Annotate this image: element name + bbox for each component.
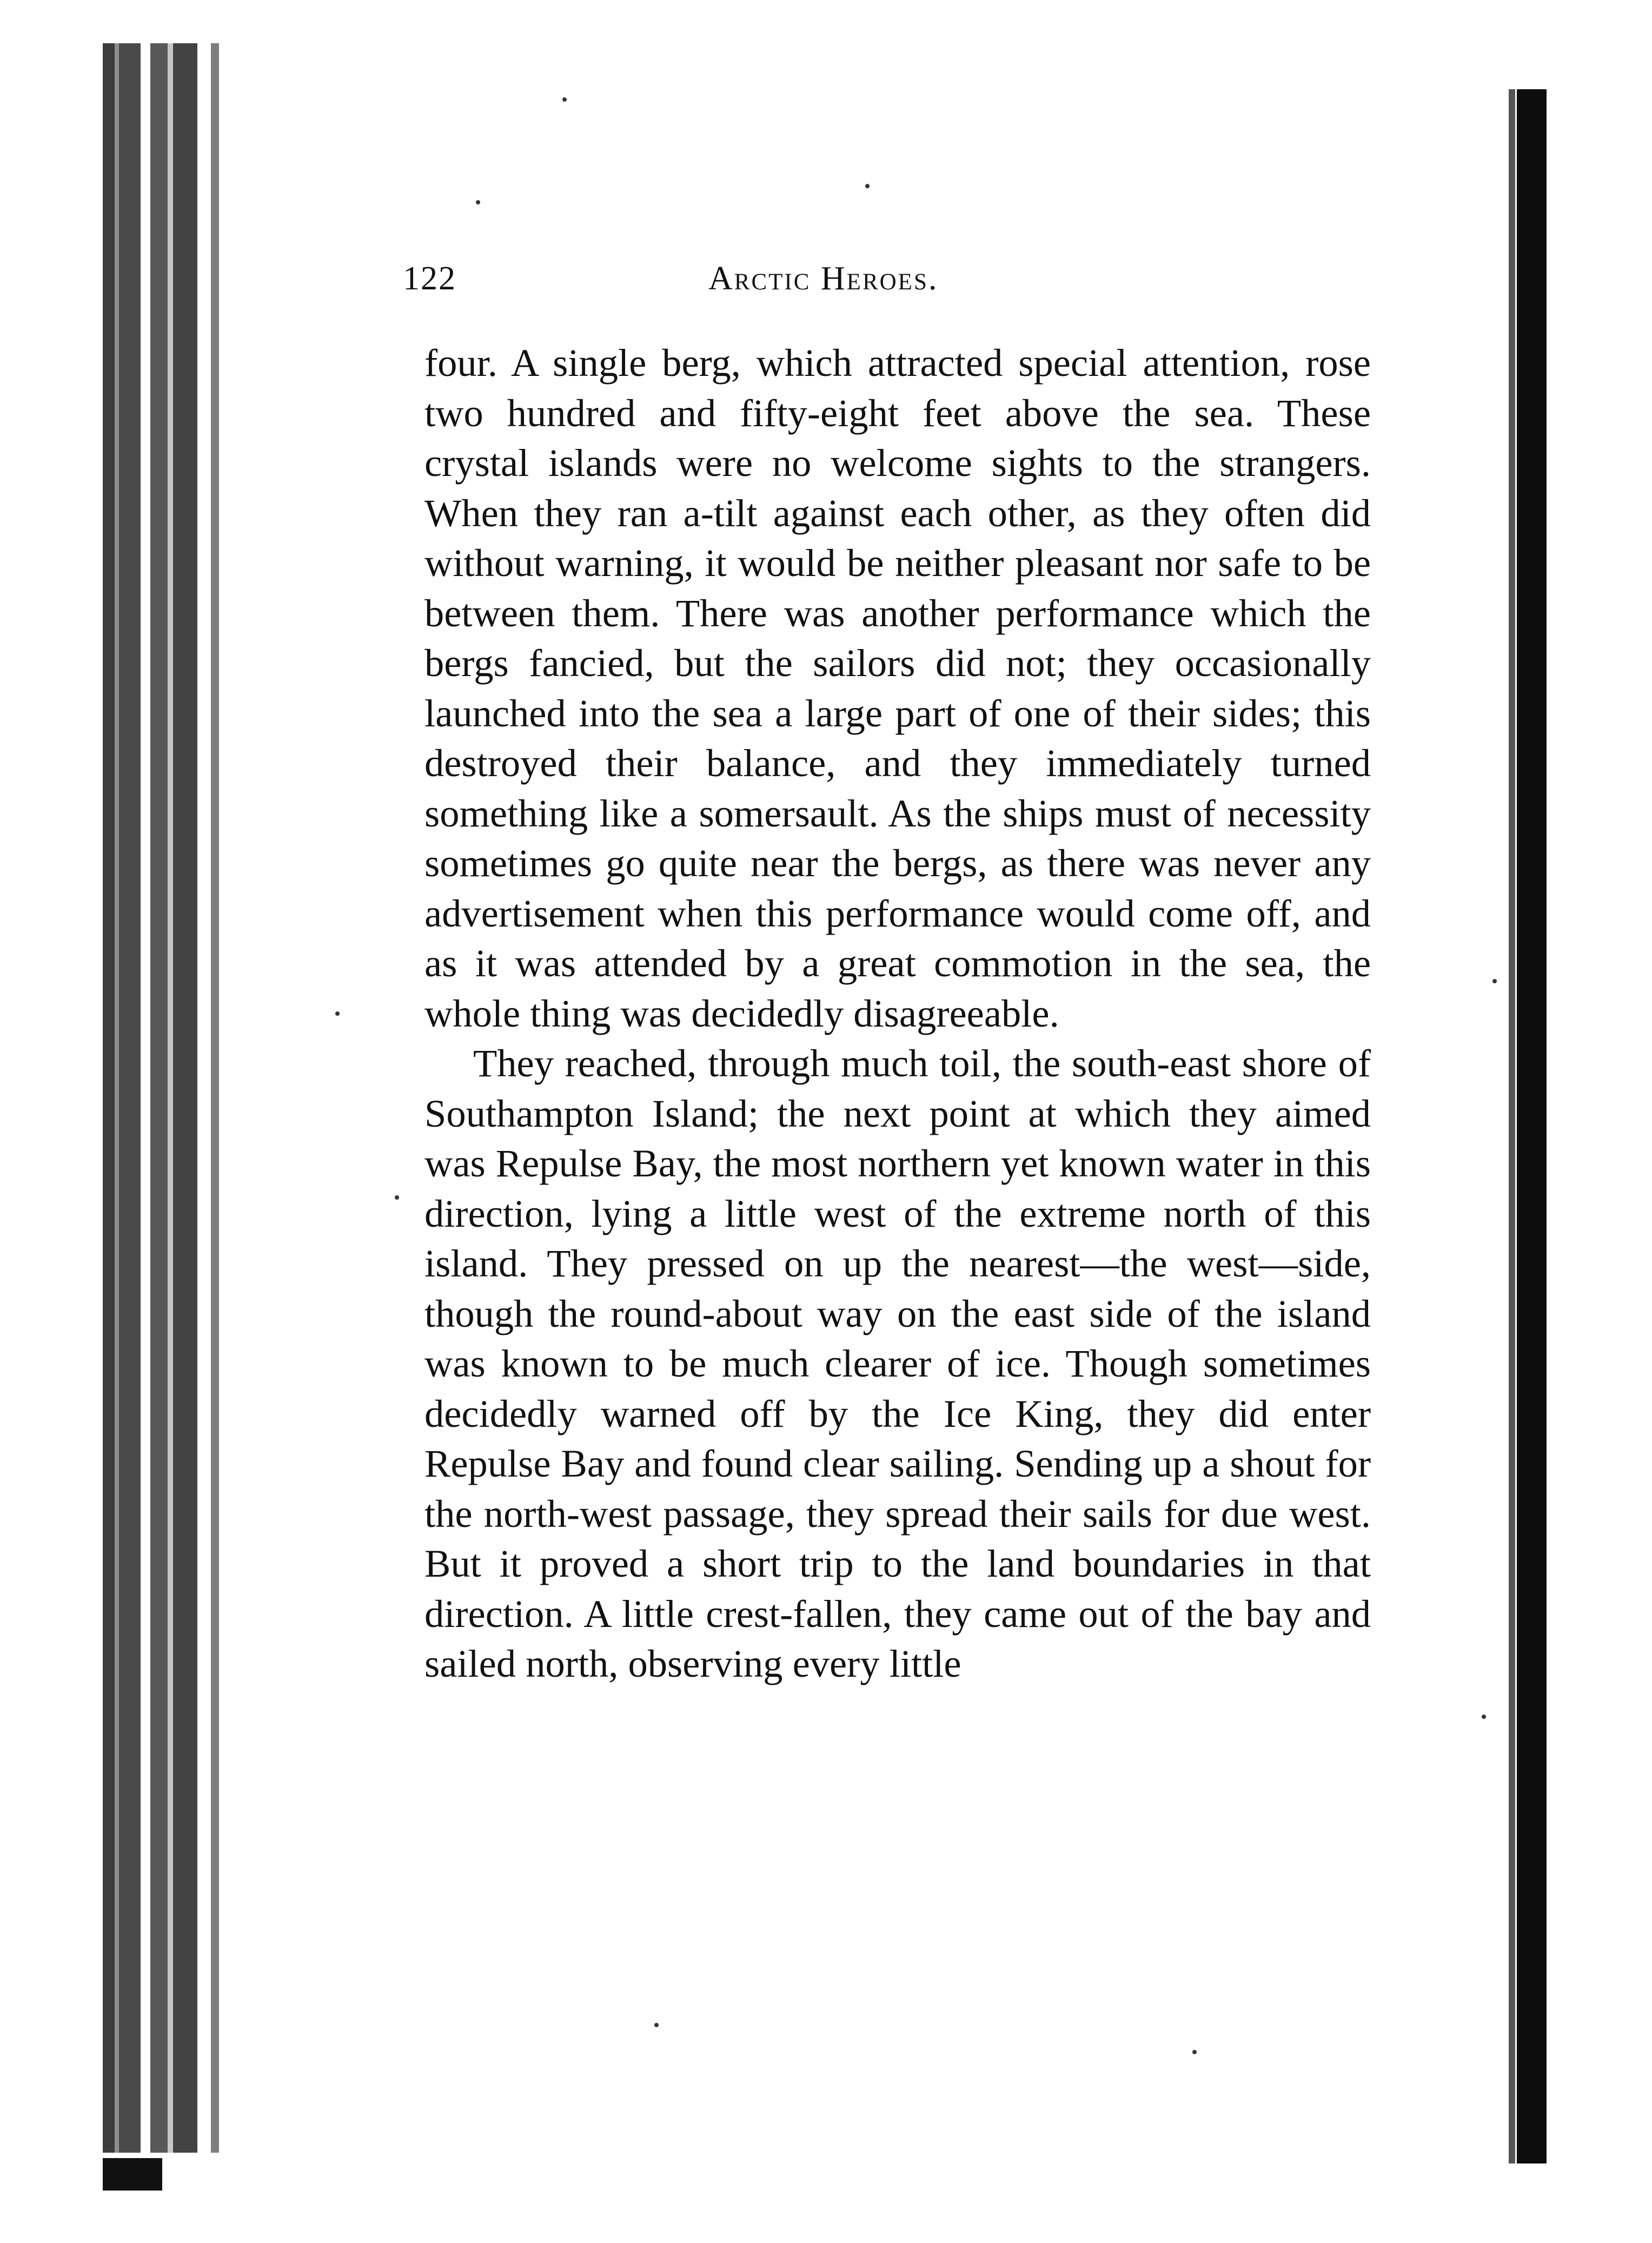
scan-speck: [1492, 979, 1497, 983]
scan-speck: [865, 184, 870, 188]
scan-speck: [1192, 2050, 1197, 2054]
scan-speck: [476, 200, 480, 204]
running-head: [403, 260, 1122, 308]
page-number: 122: [403, 260, 456, 297]
scanned-binding-edge: [103, 43, 243, 2153]
scan-speck: [395, 1195, 399, 1200]
running-title: Arctic Heroes.: [708, 260, 939, 297]
page-body: [424, 338, 1371, 1689]
scanned-page-edge: [1517, 89, 1547, 2163]
scan-speck: [1482, 1715, 1486, 1719]
scan-speck: [654, 2023, 659, 2027]
paragraph: They reached, through much toil, the south-east shore of Southampton Island; the next point at which they aimed was Repulse Bay, the most northern yet known water in this direction, lying a little west of the extreme north of this island. They pressed on up the nearest—the west—side, though the round-about way on the east side of the island was known to be much clearer of ice. Though sometimes decidedly warned off by the Ice King, they did enter Repulse Bay and found clear sailing. Sending up a shout for the north-west passage, they spread their sails for due west. But it proved a short trip to the land boundaries in that direction. A little crest-fallen, they came out of the bay and sailed north, observing every little: [424, 1041, 1371, 1685]
scan-speck: [335, 1011, 340, 1016]
scanned-page-edge-shadow: [1509, 89, 1515, 2163]
paragraph: four. A single berg, which attracted special attention, rose two hundred and fifty-eight feet above the sea. These crystal islands were no welcome sights to the strangers. When they ran a-tilt against each other, as they often did without warning, it would be neither pleasant nor safe to be between them. There was another performance which the bergs fancied, but the sailors did not; they occasionally launched into the sea a large part of one of their sides; this destroyed their balance, and they immediately turned something like a somersault. As the ships must of necessity sometimes go quite near the bergs, as there was never any advertisement when this performance would come off, and as it was attended by a great commotion in the sea, the whole thing was decidedly disagreeable.: [424, 341, 1371, 1035]
scanned-binding-mark: [103, 2158, 162, 2191]
scan-speck: [562, 97, 567, 102]
